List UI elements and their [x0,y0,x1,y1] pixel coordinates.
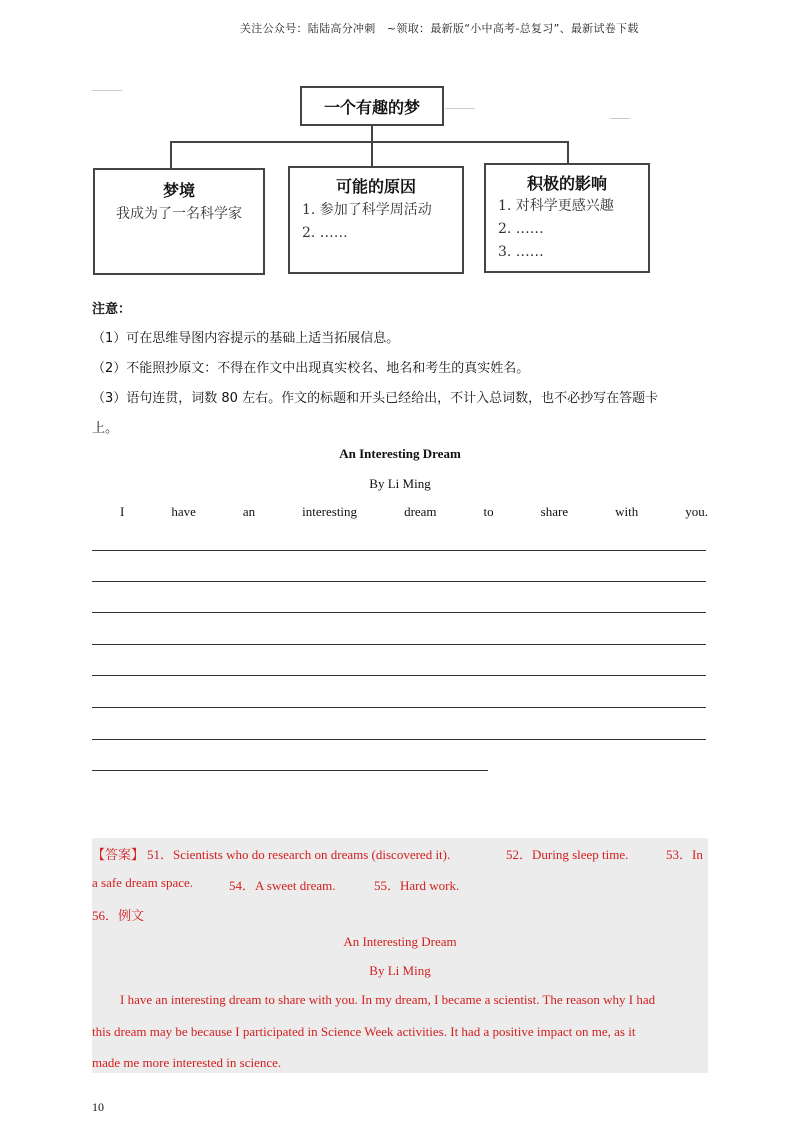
answer-label: 【答案】 [92,847,145,862]
sample-essay-title: An Interesting Dream [343,934,457,949]
page-header: 关注公众号：陆陆高分冲刺 ~领取：最新版“小中高考-总复习”、最新试卷下载 [240,22,639,35]
starter-word: share [540,504,569,519]
answer-53-start: 53．In [666,847,703,862]
answer-51: 51．Scientists who do research on dreams (discovered it). [147,847,451,862]
box-line: 1. 参加了科学周活动 [302,202,432,218]
sample-essay-byline: By Li Ming [369,963,431,978]
mind-map-root-label: 一个有趣的梦 [323,97,420,117]
writing-line [92,612,706,613]
starter-word: dream [404,504,437,519]
starter-word: you. [685,504,708,519]
connector [170,141,172,168]
essay-byline: By Li Ming [369,476,431,491]
box-line: 1. 对科学更感兴趣 [498,198,614,214]
starter-word: I [120,504,125,519]
writing-line [92,707,706,708]
sample-essay-line: I have an interesting dream to share with you. In my dream, I became a scientist. The reason why I had [120,992,656,1007]
box-title: 可能的原因 [335,177,416,196]
answer-55: 55．Hard work. [374,878,460,893]
writing-line [92,770,488,771]
connector [371,126,373,142]
note-item: （1）可在思维导图内容提示的基础上适当拓展信息。 [92,331,400,346]
answer-54: 54．A sweet dream. [229,878,336,893]
mind-map-box-reasons [288,166,464,274]
starter-word: an [242,504,256,519]
writing-line [92,675,706,676]
mind-map-box-effects [484,163,650,273]
box-line: 3. …… [498,244,544,260]
starter-word: have [171,504,196,519]
sample-essay-line: this dream may be because I participated in Science Week activities. It had a positive impact on me, as it [92,1024,636,1039]
essay-title: An Interesting Dream [339,446,461,461]
box-line: 2. …… [302,225,348,241]
answer-53-end: a safe dream space. [92,875,194,890]
sample-essay-line: made me more interested in science. [92,1055,282,1070]
note-item: （2）不能照抄原文：不得在作文中出现真实校名、地名和考生的真实姓名。 [92,361,530,376]
mind-map-root-box [300,86,444,126]
box-line: 2. …… [498,221,544,237]
starter-word: with [615,504,639,519]
answer-56-label: 56．例文 [92,908,145,923]
mind-map-box-dream [93,168,265,275]
note-item: 上。 [92,421,119,436]
connector [170,141,568,143]
writing-line [92,550,706,551]
notes-title: 注意： [92,302,132,317]
essay-starter-sentence [120,504,708,520]
note-item: （3）语句连贯，词数 80 左右。作文的标题和开头已经给出，不计入总词数，也不必抄写在答题卡 [92,391,659,406]
box-title: 梦境 [162,181,195,200]
starter-word: to [483,504,494,519]
page-number: 10 [92,1100,104,1114]
mind-map [0,0,800,290]
box-title: 积极的影响 [526,174,607,193]
connector [371,141,373,167]
writing-line [92,581,706,582]
writing-line [92,644,706,645]
starter-word: interesting [302,504,358,519]
connector [567,141,569,164]
box-line: 我成为了一名科学家 [116,206,242,222]
writing-line [92,739,706,740]
answer-52: 52．During sleep time. [506,847,629,862]
